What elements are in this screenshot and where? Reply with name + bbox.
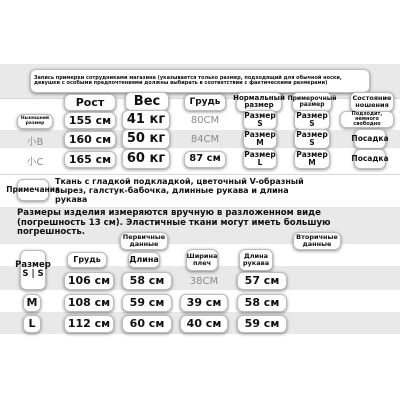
row2-wear-state: Посадка (354, 129, 386, 149)
header-weight: Вес (125, 92, 169, 111)
row2-tried-size: Размер S (294, 129, 330, 149)
header-bust-2: Грудь (67, 252, 107, 268)
row2-height: 160 см (64, 131, 116, 148)
row2-bust: 84CM (190, 134, 220, 145)
row1-normal-size: Размер S (244, 111, 276, 128)
remark-label: Примечания (17, 179, 49, 201)
t2-row2-size: M (23, 294, 41, 312)
header-tried-size: Примерочный размер (292, 92, 332, 112)
row3-wear-state: Посадка (354, 149, 386, 169)
header-sleeve: Длина рукава (239, 249, 273, 271)
header-height: Рост (64, 94, 116, 111)
secondary-data-label: Вторичные данные (293, 232, 341, 250)
t2-row2-sleeve: 58 см (237, 294, 287, 312)
t2-row1-length: 58 см (122, 272, 172, 290)
t2-row3-bust: 112 см (64, 315, 114, 333)
header-wear-state: Состояние ношения (350, 92, 394, 112)
table2-note: Размеры изделия измеряются вручную в разложенном виде (погрешность 13 см). Эластичные ткани могут иметь большую погрешность. (17, 208, 331, 238)
header-size: Размер S | S (20, 250, 46, 290)
row3-tried-size: Размер M (294, 149, 330, 169)
primary-data-label: Первичные данные (120, 232, 168, 250)
t2-row1-bust: 106 см (64, 272, 114, 290)
row2-label: 小B (26, 136, 44, 148)
row3-bust: 87 см (184, 151, 226, 168)
row1-bust: 80CM (190, 115, 220, 126)
t2-row3-size: L (23, 315, 41, 333)
t2-row1-sleeve: 57 см (237, 272, 287, 290)
row1-height: 155 см (64, 112, 116, 129)
row2-normal-size: Размер M (244, 130, 276, 147)
t2-row1-shoulder: 38CM (189, 275, 219, 287)
t2-row3-length: 60 см (122, 315, 172, 333)
header-bust: Грудь (184, 94, 226, 111)
row2-weight: 50 кг (122, 129, 170, 149)
t2-row3-sleeve: 59 см (237, 315, 287, 333)
header-length: Длина (128, 252, 160, 268)
t2-row2-bust: 108 см (64, 294, 114, 312)
row3-normal-size: Размер L (244, 150, 276, 167)
row1-wear-state: Подходит, немного свободно (340, 111, 394, 128)
header-shoulder: Ширина плеч (186, 249, 218, 271)
remark-text: Ткань с гладкой подкладкой, цветочный V-образный вырез, галстук-бабочка, длинные рукава и длина рукава (55, 177, 304, 204)
t2-row3-shoulder: 40 см (180, 315, 228, 333)
row1-weight: 41 кг (122, 110, 170, 130)
row3-label: 小C (26, 156, 44, 168)
table1-note: Запись примерки сотрудниками магазина (указывается только размер, подходящий для обычной носки, девушки с особыми предпочтениями должны выбирать в соответствии с фактическими размерами) (30, 69, 370, 93)
t2-row2-shoulder: 39 см (180, 294, 228, 312)
table1-divider (0, 174, 400, 175)
row1-label: Нынешний размер (17, 114, 53, 129)
row1-tried-size: Размер S (294, 110, 330, 130)
row3-height: 165 см (64, 151, 116, 168)
header-normal-size: Нормальный размер (236, 92, 282, 112)
t2-row2-length: 59 см (122, 294, 172, 312)
row3-weight: 60 кг (122, 149, 170, 169)
